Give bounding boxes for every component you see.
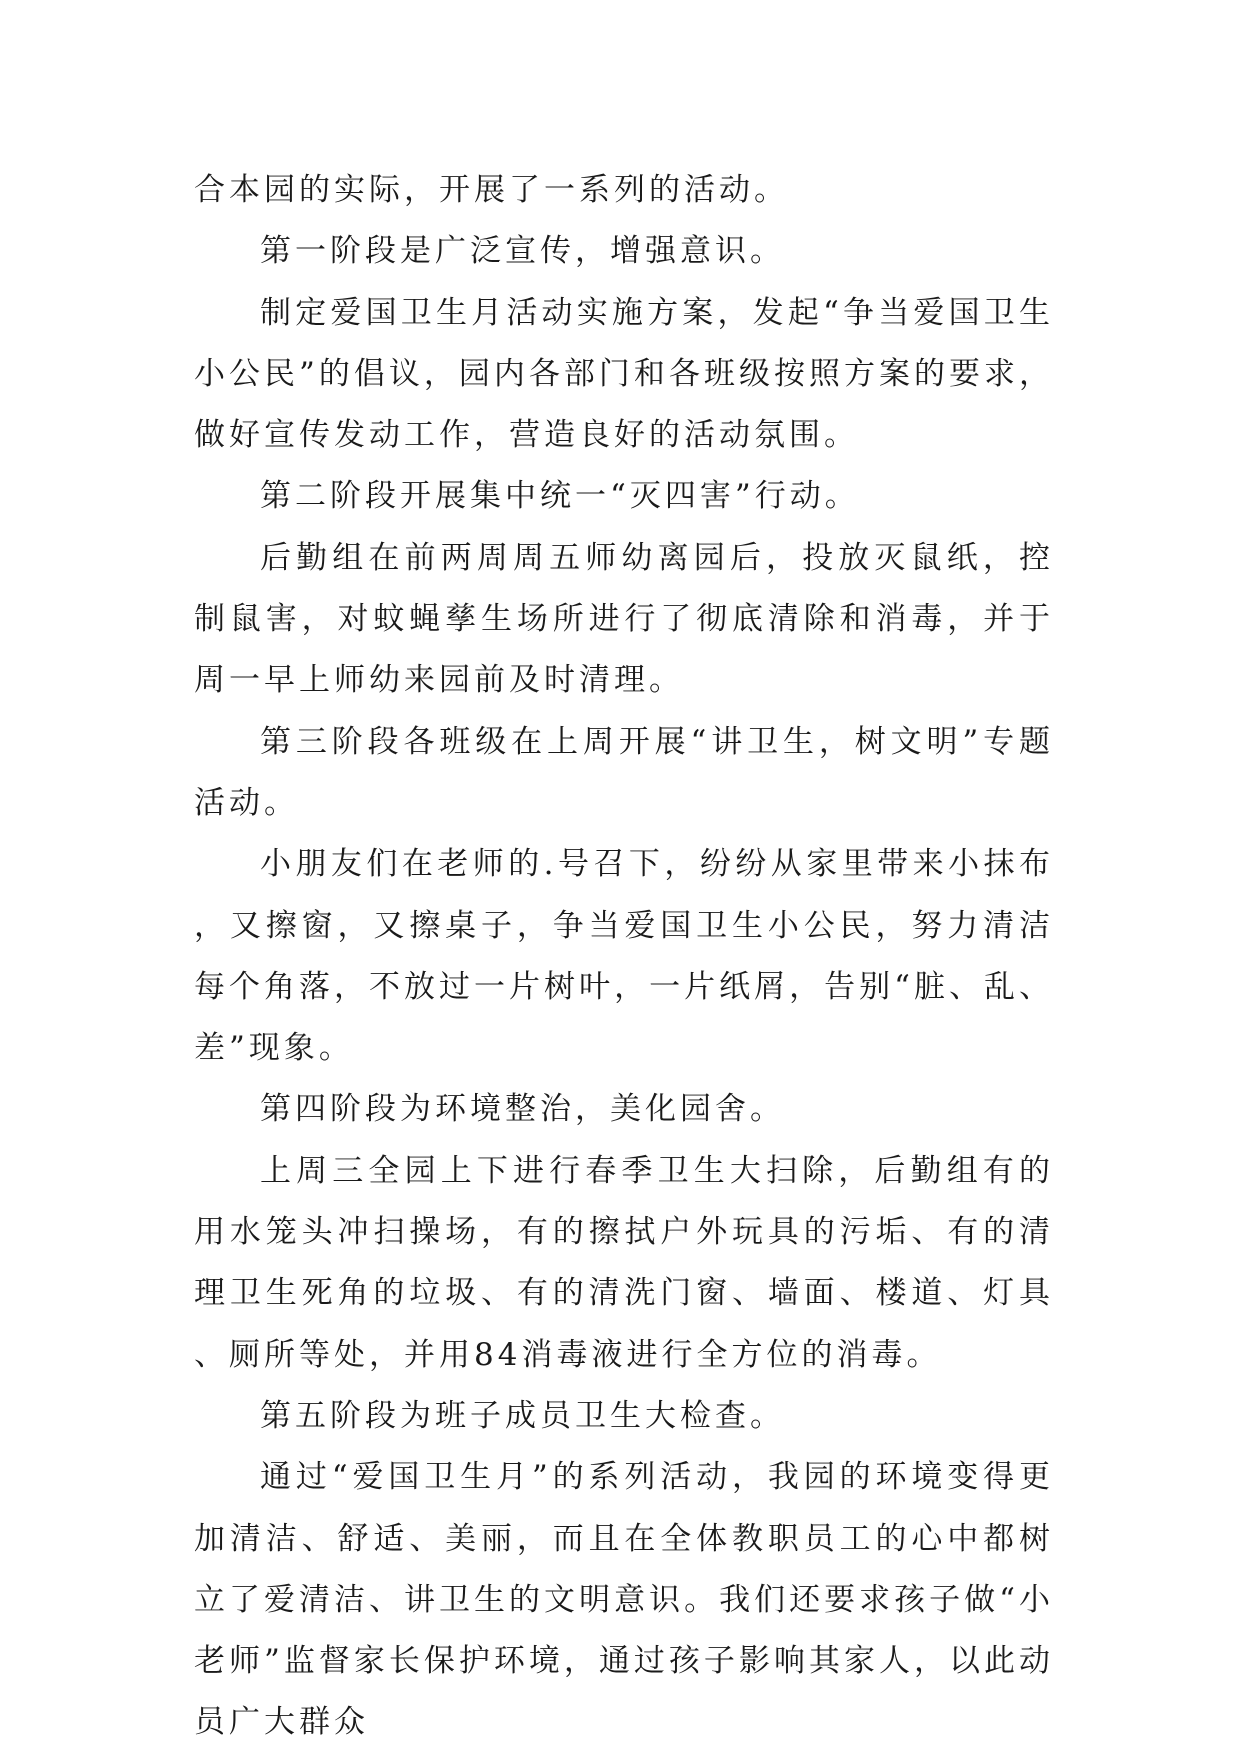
paragraph-3: 制定爱国卫生月活动实施方案，发起“争当爱国卫生小公民”的倡议，园内各部门和各班级按照方案的要求，做好宣传发动工作，营造良好的活动氛围。	[194, 294, 1054, 454]
body-text	[194, 160, 1054, 1754]
paragraph-6: 第三阶段各班级在上周开展“讲卫生，树文明”专题活动。	[194, 723, 1054, 821]
paragraph-8: 第四阶段为环境整治，美化园舍。	[260, 1091, 785, 1128]
paragraph-11: 通过“爱国卫生月”的系列活动，我园的环境变得更加清洁、舒适、美丽，而且在全体教职员工的心中都树立了爱清洁、讲卫生的文明意识。我们还要求孩子做“小老师”监督家长保护环境，通过孩子影响其家人，以此动员广大群众	[194, 1459, 1054, 1741]
paragraph-2: 第一阶段是广泛宣传，增强意识。	[260, 233, 785, 270]
paragraph-9: 上周三全园上下进行春季卫生大扫除，后勤组有的用水笼头冲扫操场，有的擦拭户外玩具的污垢、有的清理卫生死角的垃圾、有的清洗门窗、墙面、楼道、灯具、厕所等处，并用84消毒液进行全方位的消毒。	[194, 1152, 1054, 1373]
paragraph-7: 小朋友们在老师的.号召下，纷纷从家里带来小抹布，又擦窗，又擦桌子，争当爱国卫生小公民，努力清洁每个角落，不放过一片树叶，一片纸屑，告别“脏、乱、差”现象。	[194, 846, 1054, 1067]
paragraph-1: 合本园的实际，开展了一系列的活动。	[194, 172, 789, 208]
paragraph-5: 后勤组在前两周周五师幼离园后，投放灭鼠纸，控制鼠害，对蚊蝇孳生场所进行了彻底清除和消毒，并于周一早上师幼来园前及时清理。	[194, 539, 1054, 699]
paragraph-4: 第二阶段开展集中统一“灭四害”行动。	[260, 478, 860, 515]
paragraph-10: 第五阶段为班子成员卫生大检查。	[260, 1397, 785, 1434]
